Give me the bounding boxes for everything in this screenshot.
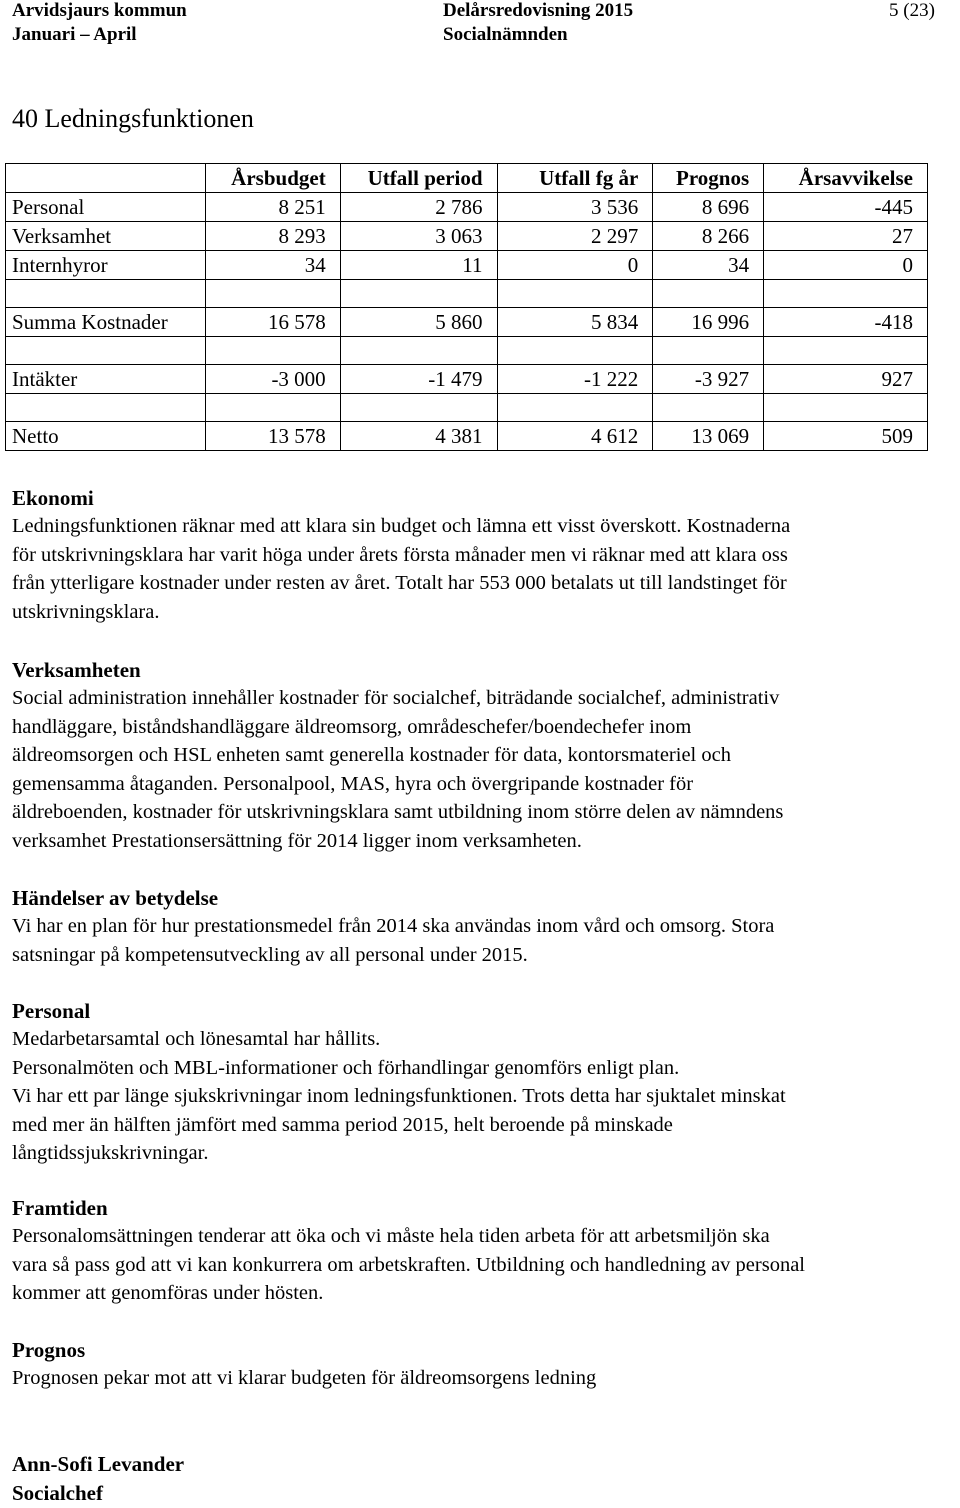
- page-title: 40 Ledningsfunktionen: [12, 104, 254, 133]
- section-heading: Ekonomi: [12, 486, 94, 510]
- text-line: kommer att genomföras under hösten.: [12, 1282, 324, 1304]
- table-header-label: [6, 164, 206, 193]
- table-cell: 8 251: [205, 193, 340, 222]
- row-label: Summa Kostnader: [6, 308, 206, 337]
- text-line: långtidssjukskrivningar.: [12, 1142, 209, 1164]
- text-line: gemensamma åtaganden. Personalpool, MAS, hyra och övergripande kostnader för: [12, 772, 694, 795]
- table-cell: 13 069: [653, 422, 764, 451]
- text-line: äldreomsorgen och HSL enheten samt generella kostnader för data, kontorsmateriel och: [12, 744, 731, 766]
- table-cell: 5 860: [340, 308, 497, 337]
- section-handelser: [12, 884, 948, 969]
- text-line: från ytterligare kostnader under resten av året. Totalt har 553 000 betalats ut till landstinget för: [12, 572, 787, 594]
- table-cell: 4 612: [497, 422, 653, 451]
- row-label: Intäkter: [6, 365, 206, 394]
- header-committee: Socialnämnden: [443, 24, 568, 45]
- table-row: [6, 308, 928, 337]
- table-cell: -3 000: [205, 365, 340, 394]
- row-label: Netto: [6, 422, 206, 451]
- section-prognos: [12, 1336, 948, 1393]
- table-cell: 8 696: [653, 193, 764, 222]
- table-cell: 27: [764, 222, 928, 251]
- table-spacer-row: [6, 280, 928, 308]
- table-cell: 0: [497, 251, 653, 280]
- budget-table: [5, 163, 928, 451]
- section-body: [12, 1222, 948, 1308]
- header-report: Delårsredovisning 2015: [443, 0, 634, 21]
- section-heading: Verksamheten: [12, 658, 141, 682]
- text-line: Personalomsättningen tenderar att öka och vi måste hela tiden arbeta för att arbetsmiljön ska: [12, 1225, 770, 1247]
- text-line: satsningar på kompetensutveckling av all personal under 2015.: [12, 943, 528, 966]
- table-cell: 3 536: [497, 193, 653, 222]
- page-number: 5 (23): [889, 0, 935, 21]
- text-line: Vi har en plan för hur prestationsmedel från 2014 ska användas inom vård och omsorg. Stora: [12, 915, 775, 937]
- text-line: med mer än hälften jämfört med samma period 2015, helt beroende på minskade: [12, 1113, 673, 1136]
- header-org: Arvidsjaurs kommun: [12, 0, 187, 21]
- text-line: Vi har ett par länge sjukskrivningar inom ledningsfunktionen. Trots detta har sjuktalet minskat: [12, 1085, 786, 1107]
- section-heading: Händelser av betydelse: [12, 886, 219, 910]
- table-cell: -3 927: [653, 365, 764, 394]
- section-heading: Personal: [12, 999, 91, 1023]
- section-body: [12, 1364, 948, 1393]
- section-personal: [12, 997, 948, 1168]
- text-line: äldreboenden, kostnader för utskrivningsklara samt utbildning inom större delen av nämndens: [12, 801, 784, 823]
- table-cell: 34: [653, 251, 764, 280]
- section-body: [12, 1025, 948, 1168]
- section-body: [12, 512, 948, 626]
- table-row: [6, 422, 928, 451]
- table-cell: 4 381: [340, 422, 497, 451]
- table-cell: -418: [764, 308, 928, 337]
- table-spacer-row: [6, 337, 928, 365]
- row-label: Personal: [6, 193, 206, 222]
- table-row: [6, 251, 928, 280]
- section-ekonomi: [12, 484, 948, 626]
- text-line: handläggare, biståndshandläggare äldreomsorg, områdeschefer/boendechefer inom: [12, 715, 692, 738]
- table-cell: 16 996: [653, 308, 764, 337]
- table-cell: 2 297: [497, 222, 653, 251]
- header-period: Januari – April: [12, 24, 137, 45]
- table-header-row: [6, 164, 928, 193]
- text-line: för utskrivningsklara har varit höga under årets första månader men vi räknar med att klara oss: [12, 543, 788, 566]
- column-header: Årsavvikelse: [764, 164, 928, 193]
- column-header: Utfall period: [340, 164, 497, 193]
- row-label: Verksamhet: [6, 222, 206, 251]
- table-cell: -1 222: [497, 365, 653, 394]
- table-cell: 5 834: [497, 308, 653, 337]
- row-label: Internhyror: [6, 251, 206, 280]
- table-cell: 34: [205, 251, 340, 280]
- table-row: [6, 222, 928, 251]
- text-line: Personalmöten och MBL-informationer och förhandlingar genomförs enligt plan.: [12, 1056, 680, 1079]
- table-cell: 2 786: [340, 193, 497, 222]
- text-line: Prognosen pekar mot att vi klarar budgeten för äldreomsorgens ledning: [12, 1367, 597, 1389]
- table-cell: 13 578: [205, 422, 340, 451]
- table-spacer-row: [6, 394, 928, 422]
- table-cell: 3 063: [340, 222, 497, 251]
- section-heading: Framtiden: [12, 1196, 108, 1220]
- table-row: [6, 365, 928, 394]
- table-cell: 0: [764, 251, 928, 280]
- text-line: utskrivningsklara.: [12, 600, 160, 623]
- signature-name: Ann-Sofi Levander: [12, 1452, 185, 1476]
- text-line: Ledningsfunktionen räknar med att klara sin budget och lämna ett visst överskott. Kostnaderna: [12, 515, 791, 537]
- text-line: verksamhet Prestationsersättning för 2014 ligger inom verksamheten.: [12, 829, 582, 852]
- section-body: [12, 684, 948, 855]
- table-cell: 11: [340, 251, 497, 280]
- section-framtiden: [12, 1194, 948, 1308]
- table-cell: 8 293: [205, 222, 340, 251]
- section-heading: Prognos: [12, 1338, 86, 1362]
- section-verksamheten: [12, 656, 948, 855]
- text-line: Medarbetarsamtal och lönesamtal har hållits.: [12, 1028, 381, 1050]
- table-cell: 509: [764, 422, 928, 451]
- table-cell: -445: [764, 193, 928, 222]
- table-row: [6, 193, 928, 222]
- column-header: Årsbudget: [205, 164, 340, 193]
- text-line: Social administration innehåller kostnader för socialchef, biträdande socialchef, administrativ: [12, 687, 780, 709]
- signature-role: Socialchef: [12, 1481, 103, 1505]
- table-cell: -1 479: [340, 365, 497, 394]
- column-header: Prognos: [653, 164, 764, 193]
- signature-block: [12, 1450, 184, 1508]
- column-header: Utfall fg år: [497, 164, 653, 193]
- table-cell: 8 266: [653, 222, 764, 251]
- section-body: [12, 912, 948, 969]
- table-cell: 927: [764, 365, 928, 394]
- table-cell: 16 578: [205, 308, 340, 337]
- text-line: vara så pass god att vi kan konkurrera om arbetskraften. Utbildning och handledning av personal: [12, 1253, 806, 1276]
